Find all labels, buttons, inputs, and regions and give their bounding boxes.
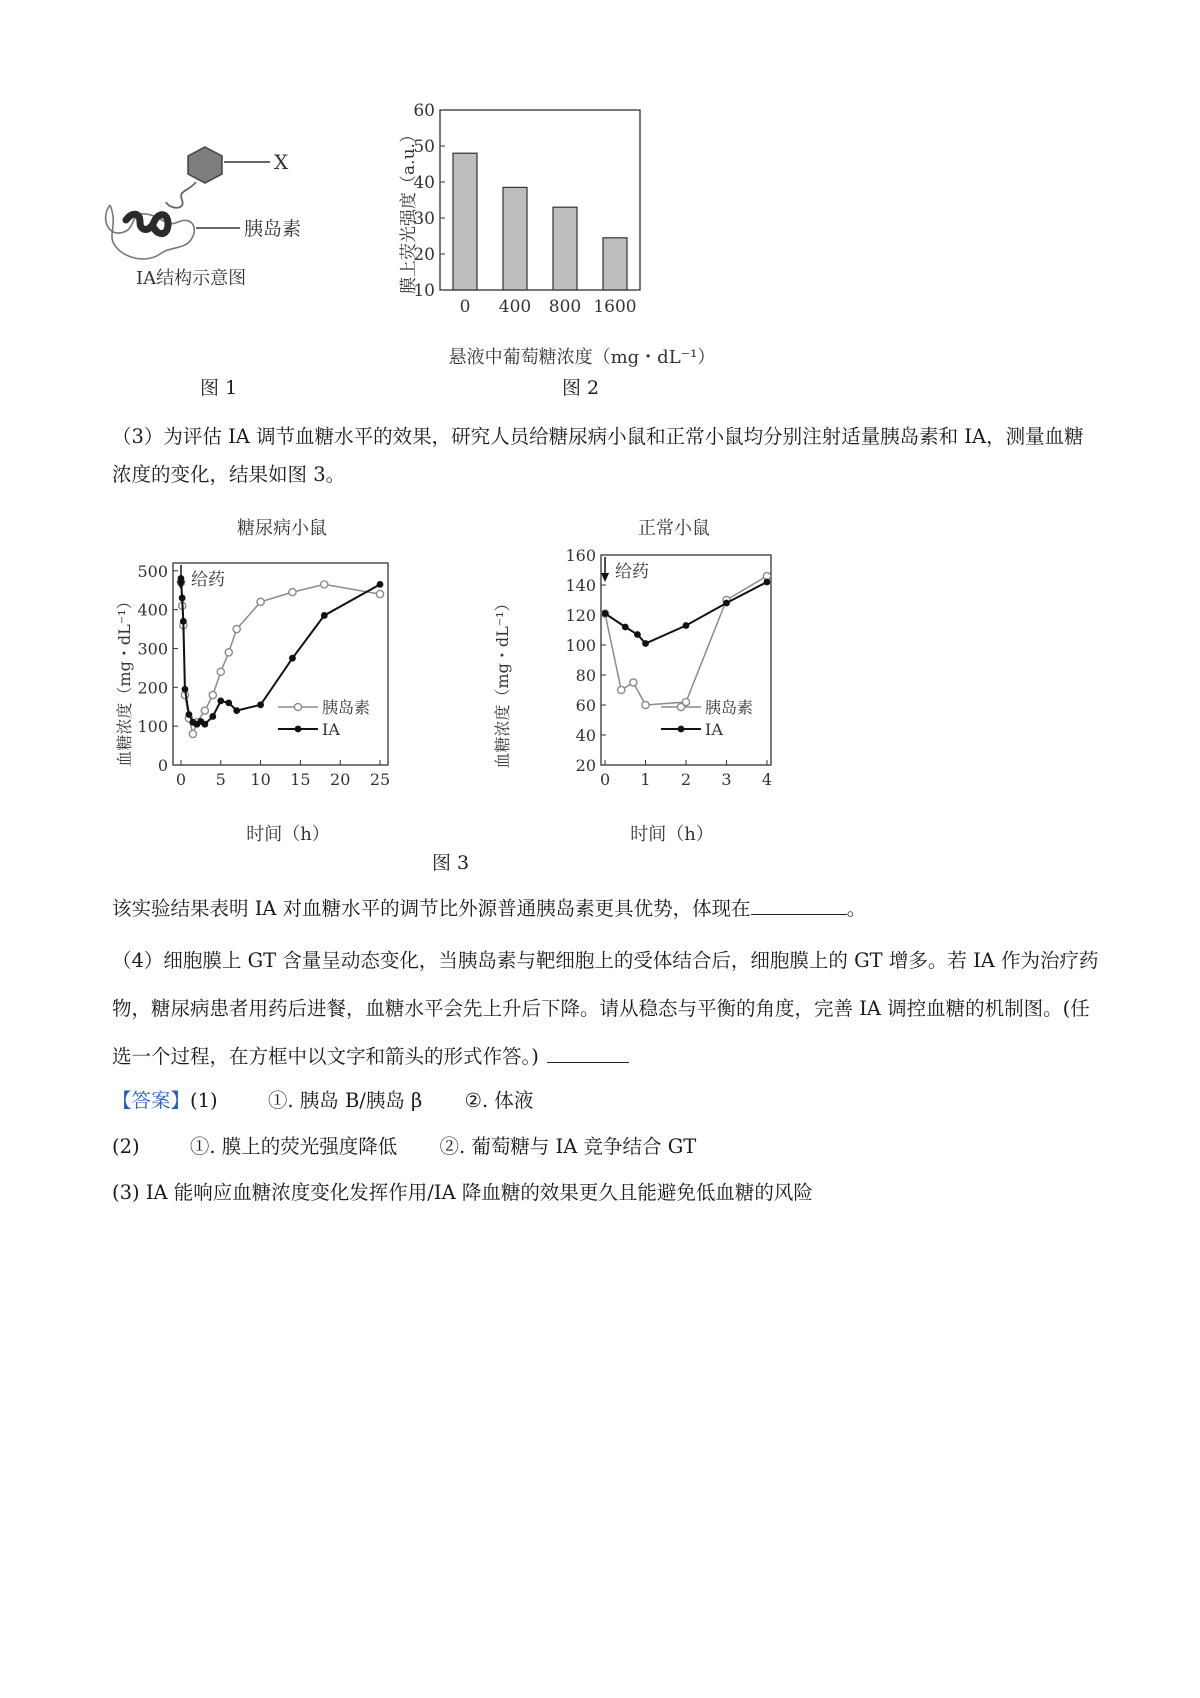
answer-2-part-b: ②. 葡萄糖与 IA 竞争结合 GT (439, 1135, 697, 1158)
figure3-diabetic-y-tick-label: 0 (157, 756, 168, 775)
figure3-normal-y-tick-label: 160 (565, 546, 596, 565)
question-3-result (112, 890, 1102, 928)
figure3-normal-data-point (630, 679, 637, 686)
figure2-y-tick-label: 30 (413, 209, 435, 229)
figure3-diabetic-x-tick-label: 5 (215, 770, 226, 789)
figure2-x-tick-label: 1600 (593, 297, 637, 317)
figure2-y-tick-label: 10 (413, 281, 435, 301)
answer-2-part-a: ①. 膜上的荧光强度降低 (189, 1135, 398, 1158)
figure3-diabetic-data-point (225, 649, 232, 656)
figure3-diabetic-data-point (189, 730, 196, 737)
figure3-diabetic-data-point (209, 691, 216, 698)
figure3-diabetic-y-tick-label: 300 (137, 639, 168, 659)
label-x: X (274, 150, 289, 174)
figure3-diabetic-data-point (209, 713, 216, 720)
figure3-normal-y-tick-label: 120 (565, 606, 596, 625)
figure2-bar (503, 187, 527, 290)
figure3-diabetic-data-point (201, 721, 208, 728)
figure3-diabetic-data-point (201, 707, 208, 714)
figure3-diabetic-x-tick-label: 0 (175, 770, 187, 789)
figure2-bar (553, 207, 577, 290)
figure3-diabetic-data-point (321, 612, 328, 619)
figure3-normal-legend-marker (677, 703, 684, 710)
question-3-result-text: 该实验结果表明 IA 对血糖水平的调节比外源普通胰岛素更具优势，体现在 (112, 897, 751, 920)
figure3-diabetic-data-point (179, 595, 186, 602)
figure3-diabetic-y-tick-label: 500 (137, 561, 168, 581)
figure1-schematic (100, 140, 340, 300)
figure3-normal-x-axis-label: 时间（h） (630, 824, 714, 845)
figure3-diabetic-data-point (225, 699, 232, 706)
figure3-diabetic-data-point (233, 707, 240, 714)
figure3-normal-data-point (602, 610, 609, 617)
figure3-normal-y-tick-label: 100 (565, 636, 596, 655)
figure3-normal-data-point (764, 579, 771, 586)
figure3-normal-dose-label: 给药 (615, 562, 650, 582)
figure3-diabetic-dose-label: 给药 (190, 570, 225, 590)
figure3-normal-y-tick-label: 80 (575, 666, 596, 685)
figure3-diabetic-legend-label: IA (322, 720, 340, 739)
figure3-diabetic-plot-frame (173, 563, 388, 765)
figure3-diabetic-data-point (180, 618, 187, 625)
figure3-normal-data-point (642, 701, 649, 708)
figure3-normal-y-axis-label: 血糖浓度（mg・dL⁻¹） (493, 595, 512, 769)
figure3-diabetic-legend-label: 胰岛素 (322, 698, 371, 717)
figure3-diabetic-legend-marker (294, 703, 301, 710)
figure3-normal-y-tick-label: 140 (565, 576, 596, 595)
figure3-diabetic-legend-marker (295, 726, 302, 733)
figure3-normal-data-point (683, 622, 690, 629)
figure2-label: 图 2 (562, 377, 600, 399)
figure2-y-tick-label: 20 (413, 245, 435, 265)
figure3-diabetic-x-tick-label: 25 (369, 770, 391, 789)
answer-1-part-b: ②. 体液 (464, 1089, 534, 1112)
figure2-bar (603, 238, 627, 290)
figure3-diabetic-y-tick-label: 400 (137, 600, 168, 620)
figure3-diabetic-data-point (289, 655, 296, 662)
figure3-diabetic-data-point (217, 698, 224, 705)
figure3-normal-data-point (618, 686, 625, 693)
figure3-normal-legend-marker (678, 726, 685, 733)
figure3-diabetic-data-point (376, 590, 383, 597)
figure3-diabetic-y-tick-label: 100 (137, 717, 168, 737)
figure3-normal-x-tick-label: 0 (599, 770, 611, 789)
figure3-normal-x-tick-label: 3 (721, 770, 732, 789)
figure3-diabetic-data-point (257, 598, 264, 605)
figure3-diabetic-chart (110, 510, 450, 850)
figure2-bar-chart (395, 100, 745, 370)
figure2-y-tick-label: 60 (413, 101, 435, 121)
figure3-diabetic-x-tick-label: 20 (330, 770, 351, 789)
figure3-normal-legend-label: IA (705, 720, 723, 739)
figure3-normal-legend-label: 胰岛素 (705, 698, 754, 717)
figure2-x-tick-label: 400 (498, 297, 532, 317)
figure3-diabetic-data-point (182, 686, 189, 693)
figure2-x-tick-label: 0 (459, 297, 471, 317)
answer-label: 【答案】 (112, 1089, 191, 1112)
figure2-bar (453, 153, 477, 290)
figure3-normal-plot-frame (601, 555, 771, 765)
label-insulin: 胰岛素 (244, 218, 302, 240)
figure3-diabetic-y-tick-label: 200 (137, 678, 168, 698)
figure3-diabetic-x-tick-label: 15 (290, 770, 311, 789)
figure3-normal-dose-arrow-head (601, 573, 609, 582)
figure3-diabetic-data-point (217, 668, 224, 675)
figure3-diabetic-data-point (289, 589, 296, 596)
figure3-normal-data-point (723, 600, 730, 607)
answer-line-1 (112, 1082, 1102, 1120)
figure3-normal-y-tick-label: 20 (575, 756, 596, 775)
figure3-diabetic-data-point (321, 581, 328, 588)
figure1-caption: IA结构示意图 (136, 268, 247, 289)
figure2-y-axis-label: 膜上荧光强度（a.u.） (399, 126, 419, 294)
figure3-normal-y-tick-label: 60 (575, 696, 596, 715)
answer-line-2 (112, 1128, 1102, 1166)
figure2-y-tick-label: 50 (413, 137, 435, 157)
figure2-x-axis-label: 悬液中葡萄糖浓度（mg・dL⁻¹） (448, 347, 716, 368)
answer-line-3: (3) IA 能响应血糖浓度变化发挥作用/IA 降血糖的效果更久且能避免低血糖的风险 (112, 1181, 813, 1204)
answer-blank-3[interactable] (751, 894, 847, 915)
figure3-diabetic-x-axis-label: 时间（h） (246, 824, 330, 845)
figure3-normal-x-tick-label: 1 (640, 770, 651, 789)
answer-2-number: (2) (112, 1135, 140, 1158)
figure3-diabetic-y-axis-label: 血糖浓度（mg・dL⁻¹） (115, 593, 134, 767)
figure3-normal-chart (488, 510, 808, 850)
answer-1-number: (1) (190, 1089, 218, 1112)
figure3-normal-data-point (634, 631, 641, 638)
figure1-label: 图 1 (200, 377, 238, 399)
figure3-normal-x-tick-label: 2 (680, 770, 692, 789)
figure3-label: 图 3 (432, 852, 470, 874)
answer-1-part-a: ①. 胰岛 B/胰岛 β (267, 1089, 423, 1112)
figure2-y-tick-label: 40 (413, 173, 435, 193)
figure3-diabetic-title: 糖尿病小鼠 (237, 518, 327, 539)
figure3-normal-x-tick-label: 4 (761, 770, 773, 789)
question-4-text: （4）细胞膜上 GT 含量呈动态变化，当胰岛素与靶细胞上的受体结合后，细胞膜上的 GT 增多。若 IA 作为治疗药物，糖尿病患者用药后进餐，血糖水平会先上升后下降。请从稳态与平衡的角度，完善 IA 调控血糖的机制图。(任选一个过程，在方框中以文字和箭头的形式作答。) (112, 949, 1099, 1068)
figure3-diabetic-data-point (377, 581, 384, 588)
linker-chain (166, 182, 196, 208)
figure3-diabetic-data-point (233, 625, 240, 632)
figure2-x-tick-label: 800 (548, 297, 582, 317)
figure3-normal-y-tick-label: 40 (575, 726, 596, 745)
answer-blank-4[interactable] (547, 1042, 629, 1063)
figure3-diabetic-x-tick-label: 10 (250, 770, 271, 789)
question-3-result-end: 。 (846, 897, 867, 920)
x-molecule-hexagon (188, 147, 222, 183)
figure3-normal-title: 正常小鼠 (638, 518, 710, 539)
figure3-diabetic-data-point (186, 711, 193, 718)
question-3-intro: （3）为评估 IA 调节血糖水平的效果，研究人员给糖尿病小鼠和正常小鼠均分别注射适量胰岛素和 IA，测量血糖浓度的变化，结果如图 3。 (112, 425, 1084, 486)
figure3-normal-data-point (622, 624, 629, 631)
figure3-normal-data-point (763, 572, 770, 579)
question-4 (112, 937, 1102, 1081)
figure3-diabetic-data-point (257, 701, 264, 708)
figure3-normal-data-point (642, 640, 649, 647)
